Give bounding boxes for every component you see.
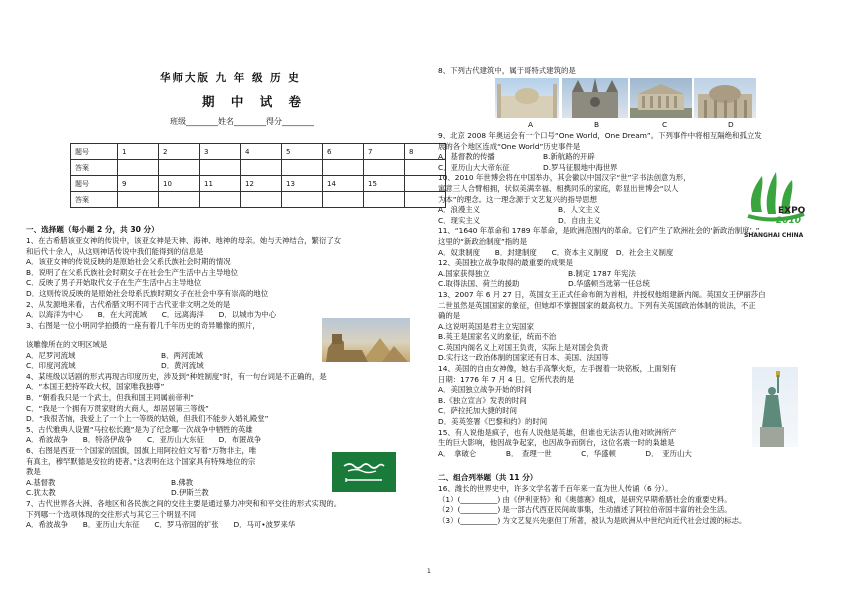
question-text: 生的巨大影响，他因战争起家，也因战争而倒台，这位名震一时的枭雄是 xyxy=(438,438,675,448)
option: B．人文主义 xyxy=(558,205,601,215)
answer-box[interactable] xyxy=(200,192,241,208)
option: B.新航路的开辟 xyxy=(543,152,595,162)
option: C．“我是一个拥有万贯家财的大商人，却居居第三等级” xyxy=(26,403,209,413)
option: C．反映了男子开始取代女子在生产生活中占主导地位 xyxy=(26,278,202,288)
option: A.基督教 xyxy=(26,477,56,487)
question-text: 下列哪一个选项体现的交往形式与其它三个明显不同 xyxy=(26,509,196,519)
question-text: 二世虽然是英国国家的象征，但她却不掌握国家的最高权力。下列有关英国政治体制的说法，不正 xyxy=(438,300,756,310)
answer-box[interactable] xyxy=(241,192,282,208)
option: A．奴隶制度 B．封建制度 C．资本主义制度 D．社会主义制度 xyxy=(438,247,674,257)
image-label-b: B xyxy=(594,120,600,129)
question-text: 10、2010 年世博会将在中国举办，其会徽以中国汉字“世”字书法创意为形， xyxy=(438,173,691,183)
question-text: 教是 xyxy=(26,467,41,477)
answer-box[interactable] xyxy=(364,160,405,176)
option: A．基督教的传播 xyxy=(438,152,495,162)
option: C.取得法国、荷兰的援助 xyxy=(438,279,520,289)
answer-box[interactable] xyxy=(323,192,364,208)
answer-table xyxy=(70,143,446,208)
answer-table-cell: 14 xyxy=(323,176,364,192)
option: D.罗马征服地中海世界 xyxy=(543,162,618,172)
image-label-c: C xyxy=(662,120,668,129)
option: B.佛教 xyxy=(171,477,194,487)
question-text: 16、潍长的世界史中，许多文学名著千百年来一直为世人传诵（6 分）。 xyxy=(438,484,673,493)
answer-table-cell: 10 xyxy=(159,176,200,192)
question-text: 寓意三人合臂相拥，状似美满幸福、相携同乐的家庭，彰显出世博会“以人 xyxy=(438,183,679,193)
question-text: 2、从发源地来看，古代希腊文明不同于古代亚非文明之处的是 xyxy=(26,299,231,309)
answer-table-cell: 7 xyxy=(364,144,405,160)
building-image-c xyxy=(630,78,692,118)
expo-logo-year: 2010 xyxy=(776,216,802,226)
option: D．黄河流域 xyxy=(161,361,204,371)
answer-table-label: 题号 xyxy=(71,176,118,192)
option: A．美国独立战争开始的时间 xyxy=(438,385,532,395)
option: A．该亚女神的传说反映的是原始社会父系氏族社会时期的情况 xyxy=(26,257,231,267)
statue-of-liberty-image xyxy=(752,367,798,447)
option: A．浪漫主义 xyxy=(438,205,481,215)
answer-table-cell: 11 xyxy=(200,176,241,192)
expo-logo-text: EXPO xyxy=(778,206,806,216)
section-heading: 二、组合列举题（共 11 分） xyxy=(438,473,538,482)
answer-table-cell: 9 xyxy=(118,176,159,192)
option: A．希波战争 B．亚历山大东征 C．罗马帝国的扩张 D．马可•波罗来华 xyxy=(26,520,296,530)
option: B.制定 1787 年宪法 xyxy=(568,268,636,278)
question-text: 为本”的理念。这一理念源于文艺复兴的指导思想 xyxy=(438,194,598,204)
expo-2010-logo xyxy=(742,162,812,252)
question-text: 9、北京 2008 年奥运会有一个口号“One World，One Dream”。下列事件中将相互隔绝和孤立发 xyxy=(438,131,762,140)
section-heading: 一、选择题（每小题 2 分，共 30 分） xyxy=(26,225,159,234)
question-text: 3、右图是一位小明同学拍摄的一座有着几千年历史的奇异雕像的照片， xyxy=(26,320,260,330)
answer-table-cell: 4 xyxy=(241,144,282,160)
answer-table-cell: 8 xyxy=(405,144,446,160)
answer-box[interactable] xyxy=(118,192,159,208)
option: B．说明了在父系氏族社会时期女子在社会生产生活中占主导地位 xyxy=(26,267,239,277)
question-text: 日期：1776 年 7 月 4 日。它所代表的是 xyxy=(438,374,575,384)
question-9 xyxy=(438,131,766,459)
option: C．亚历山大大帝东征 xyxy=(438,162,510,172)
option: D.实行这一政治体制的国家还有日本、美国、法国等 xyxy=(438,353,609,363)
building-image-b xyxy=(562,78,628,118)
answer-box[interactable] xyxy=(364,192,405,208)
answer-box[interactable] xyxy=(241,160,282,176)
answer-table-cell: 13 xyxy=(282,176,323,192)
question-text: 7、古代世界各大洲、各地区和各民族之间的交往主要是通过暴力冲突和和平交往的形式实现的。 xyxy=(26,498,342,508)
option: D．自由主义 xyxy=(558,215,601,225)
saudi-flag-image xyxy=(332,452,396,492)
image-label-d: D xyxy=(728,120,734,129)
option: B.《独立宣言》发表的时间 xyxy=(438,395,527,405)
question-8: 8、下列古代建筑中，属于哥特式建筑的是 xyxy=(438,66,576,75)
option: C.犹太教 xyxy=(26,488,56,498)
answer-table-cell: 6 xyxy=(323,144,364,160)
question-1 xyxy=(26,236,341,331)
question-text: 有真主，穆罕默德是安拉的使者。”这表明在这个国家具有特殊地位的宗 xyxy=(26,456,256,466)
option: A．以海洋为中心 B．在大河流域 C．远离海洋 D．以城市为中心 xyxy=(26,310,277,320)
option: A.这说明英国是君主立宪国家 xyxy=(438,321,534,331)
answer-box[interactable] xyxy=(282,192,323,208)
exam-series-title: 华师大版 九 年 级 历 史 xyxy=(160,72,301,84)
answer-table-label: 题号 xyxy=(71,144,118,160)
question-text: 4、某班级以话剧的形式再现古印度历史，涉及到“种姓制度”时，有一句台词是不正确的，是 xyxy=(26,371,327,381)
page-number: 1 xyxy=(427,568,431,575)
option: D.华盛顿当选第一任总统 xyxy=(568,279,650,289)
option: C．印度河流域 xyxy=(26,361,76,371)
option: C．现实主义 xyxy=(438,215,481,225)
question-text: 展的各个地区连成“One World”历史事件是 xyxy=(438,141,581,151)
answer-box[interactable] xyxy=(159,192,200,208)
option: B．“朝看我只是一个武士，但我和国王同属前帝利” xyxy=(26,392,194,402)
question-text: 该雕像所在的文明区域是 xyxy=(26,340,108,349)
question-text: 15、有人说他是疯子，也有人说他是英雄，但谁也无法否认他对欧洲所产 xyxy=(438,427,677,437)
answer-table-cell: 1 xyxy=(118,144,159,160)
option: B.英王是国家名义的象征，统而不治 xyxy=(438,332,557,342)
student-info-fields: 班级________姓名________得分________ xyxy=(170,117,314,126)
question-text: 12、美国独立战争取得的最重要的成果是 xyxy=(438,258,574,268)
answer-table-cell: 3 xyxy=(200,144,241,160)
question-text: 这里的“新政治制度”指的是 xyxy=(438,236,527,246)
option: D．“我很苦恼，我爱上了一个上一等级的姑娘，但我们不能步入婚礼殿堂” xyxy=(26,414,269,424)
answer-table-cell: 2 xyxy=(159,144,200,160)
question-text: 14、美国的自由女神像，她右手高擎火炬，左手握着一块铭板，上面刻有 xyxy=(438,364,677,374)
question-16 xyxy=(438,484,746,526)
option: C．萨拉托加大捷的时间 xyxy=(438,406,518,416)
question-text: 1、在古希腊该亚女神的传说中，该亚女神是天神、海神、地神的母亲。她与天神结合，繁衍了女 xyxy=(26,236,342,245)
answer-table-label: 答案 xyxy=(71,160,118,176)
answer-box[interactable] xyxy=(159,160,200,176)
option: D．美英签署《巴黎和约》的时间 xyxy=(438,417,548,427)
question-3-body xyxy=(26,340,341,531)
question-text: 确的是 xyxy=(438,311,461,321)
option: C.英国内阁名义上对国王负责，实际上是对国会负责 xyxy=(438,342,609,352)
option: A．希波战争 B．特洛伊战争 C．亚历山大东征 D．布匿战争 xyxy=(26,435,262,445)
answer-table-cell: 5 xyxy=(282,144,323,160)
question-text: 13、2007 年 6 月 27 日，英国女王正式任命布朗为首相，并授权他组建新内阁。英国女王伊丽莎白 xyxy=(438,289,766,299)
option: A.国家获得独立 xyxy=(438,268,490,278)
answer-box[interactable] xyxy=(282,160,323,176)
question-text: 6、右图是西亚一个国家的国旗，国旗上用阿拉伯文写着“万物非主，唯 xyxy=(26,445,257,455)
answer-box[interactable] xyxy=(118,160,159,176)
answer-table-cell: 12 xyxy=(241,176,282,192)
option: B．两河流域 xyxy=(161,350,204,360)
answer-box[interactable] xyxy=(323,160,364,176)
image-label-a: A xyxy=(528,120,534,129)
expo-logo-caption: SHANGHAI CHINA xyxy=(744,232,804,239)
answer-table-cell: 15 xyxy=(364,176,405,192)
question-text: 和后代十余人，从这则神话传说中我们能得到的信息是 xyxy=(26,246,204,256)
exam-title: 期 中 试 卷 xyxy=(202,94,308,109)
option: D.伊斯兰教 xyxy=(171,488,209,498)
answer-box[interactable] xyxy=(200,160,241,176)
answer-table-label: 答案 xyxy=(71,192,118,208)
building-image-a xyxy=(495,78,559,118)
building-image-d xyxy=(694,78,756,118)
fill-in-item[interactable]: （2）(__________) 是一部古代西亚民间故事集，生动描述了阿拉伯帝国丰富的社会生活。 xyxy=(438,505,732,515)
option: A．“本国王把持军政大权，国家唯我独尊” xyxy=(26,382,165,392)
fill-in-item[interactable]: （1）(__________) 由《伊利亚特》和《奥德赛》组成，是研究早期希腊社会的重要史料。 xyxy=(438,494,732,504)
fill-in-item[interactable]: （3）(__________) 为文艺复兴先驱但丁所著，被认为是欧洲从中世纪向近代社会过渡的标志。 xyxy=(438,515,747,525)
question-text: 11、“1640 年革命和 1789 年革命，是欧洲范围内的革命。它们产生了欧洲社会的‘新政治制度’。” xyxy=(438,226,760,236)
question-text: 5、古代雅典人设置“马拉松长跑”是为了纪念哪一次战争中牺牲的英雄 xyxy=(26,424,253,434)
option: A．尼罗河流域 xyxy=(26,350,76,360)
option: D．这则传说反映的是原始社会母系氏族时期女子在社会中享有崇高的地位 xyxy=(26,288,269,298)
option: A． 拿破仑 B． 查理一世 C．华盛顿 D． 亚历山大 xyxy=(438,448,692,458)
